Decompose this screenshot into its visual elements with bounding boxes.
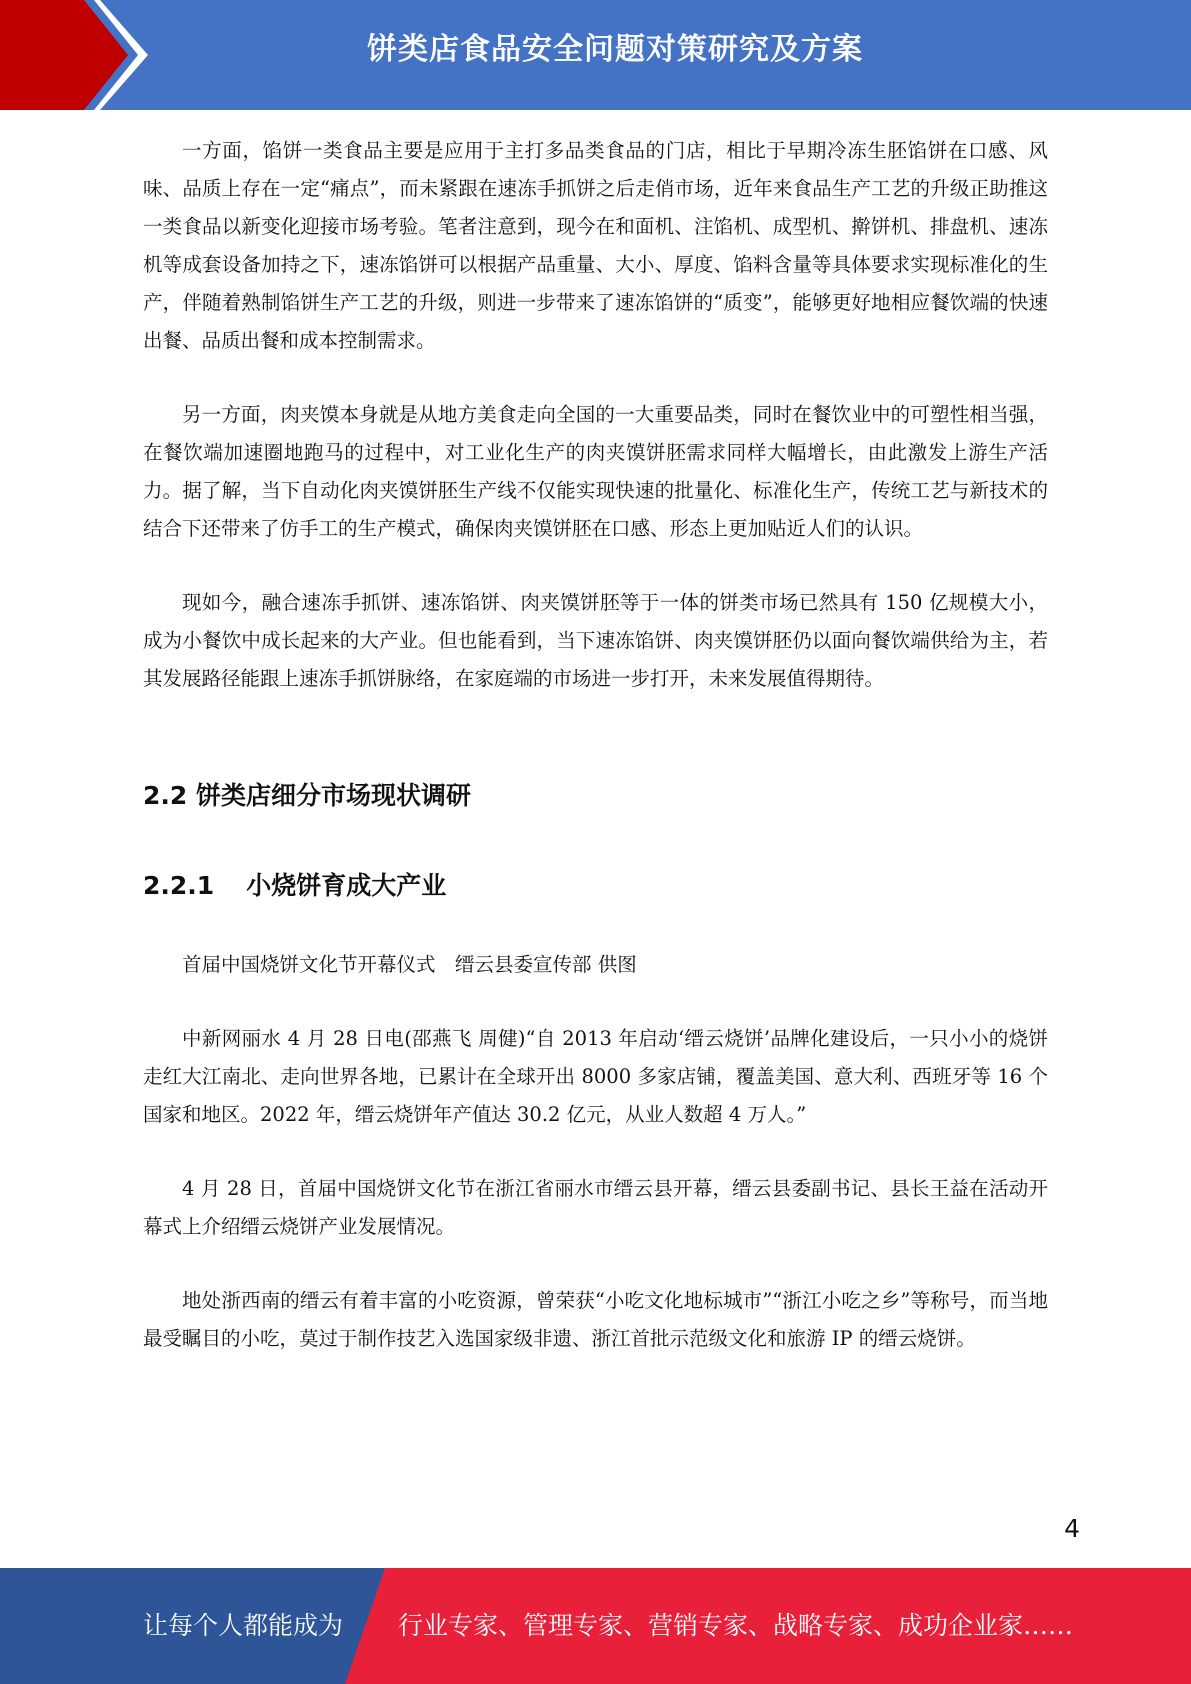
footer-slogan-right: 行业专家、管理专家、营销专家、战略专家、成功企业家…… (398, 1611, 1074, 1640)
header-chevron-decoration (0, 0, 160, 110)
document-title: 饼类店食品安全问题对策研究及方案 (367, 32, 863, 67)
page-footer (0, 1568, 1191, 1684)
section-heading: 2.2 饼类店细分市场现状调研 (143, 781, 471, 810)
paragraph: 一方面，馅饼一类食品主要是应用于主打多品类食品的门店，相比于早期冷冻生胚馅饼在口感、风味、品质上存在一定“痛点”，而未紧跟在速冻手抓饼之后走俏市场，近年来食品生产工艺的升级正助推这一类食品以新变化迎接市场考验。笔者注意到，现今在和面机、注馅机、成型机、擀饼机、排盘机、速冻机等成套设备加持之下，速冻馅饼可以根据产品重量、大小、厚度、馅料含量等具体要求实现标准化的生产，伴随着熟制馅饼生产工艺的升级，则进一步带来了速冻馅饼的“质变”，能够更好地相应餐饮端的快速出餐、品质出餐和成本控制需求。 (143, 139, 1048, 352)
paragraph: 中新网丽水 4 月 28 日电(邵燕飞 周健)“自 2013 年启动‘缙云烧饼’品牌化建设后，一只小小的烧饼走红大江南北、走向世界各地，已累计在全球开出 8000 多家店铺，覆盖美国、意大利、西班牙等 16 个国家和地区。2022 年，缙云烧饼年产值达 30.2 亿元，从业人数超 4 万人。” (143, 1027, 1048, 1126)
paragraph: 现如今，融合速冻手抓饼、速冻馅饼、肉夹馍饼胚等于一体的饼类市场已然具有 150 亿规模大小，成为小餐饮中成长起来的大产业。但也能看到，当下速冻馅饼、肉夹馍饼胚仍以面向餐饮端供给为主，若其发展路径能跟上速冻手抓饼脉络，在家庭端的市场进一步打开，未来发展值得期待。 (143, 591, 1048, 690)
page-content (143, 132, 1048, 1358)
subsection-number: 2.2.1 (143, 871, 215, 900)
paragraph: 4 月 28 日，首届中国烧饼文化节在浙江省丽水市缙云县开幕，缙云县委副书记、县长王益在活动开幕式上介绍缙云烧饼产业发展情况。 (143, 1177, 1048, 1238)
paragraph: 另一方面，肉夹馍本身就是从地方美食走向全国的一大重要品类，同时在餐饮业中的可塑性相当强，在餐饮端加速圈地跑马的过程中，对工业化生产的肉夹馍饼胚需求同样大幅增长，由此激发上游生产活力。据了解，当下自动化肉夹馍饼胚生产线不仅能实现快速的批量化、标准化生产，传统工艺与新技术的结合下还带来了仿手工的生产模式，确保肉夹馍饼胚在口感、形态上更加贴近人们的认识。 (143, 403, 1048, 540)
subsection-heading (143, 866, 1048, 906)
page-header (0, 0, 1191, 110)
subsection-title: 小烧饼育成大产业 (246, 871, 447, 900)
image-caption: 首届中国烧饼文化节开幕仪式 缙云县委宣传部 供图 (182, 953, 637, 976)
paragraph: 地处浙西南的缙云有着丰富的小吃资源，曾荣获“小吃文化地标城市”“浙江小吃之乡”等称号，而当地最受瞩目的小吃，莫过于制作技艺入选国家级非遗、浙江首批示范级文化和旅游 IP 的缙云烧饼。 (143, 1289, 1048, 1350)
page-number: 4 (1064, 1514, 1080, 1543)
footer-slogan-left: 让每个人都能成为 (143, 1611, 344, 1640)
